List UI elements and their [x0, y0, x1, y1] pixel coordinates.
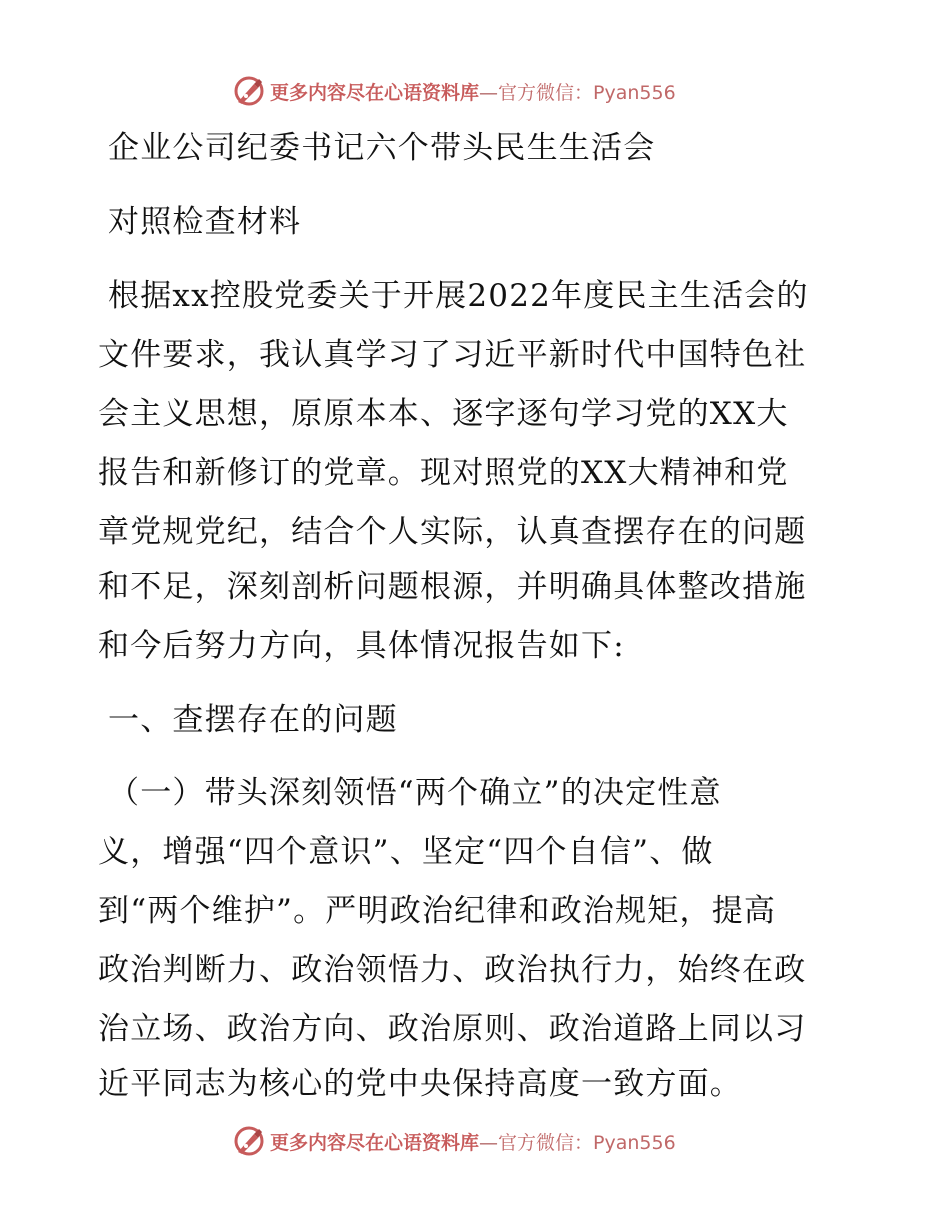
watermark-footer — [232, 1121, 676, 1161]
paragraph-line: 根据xx控股党委关于开展2022年度民主生活会的 — [108, 278, 809, 314]
document-title: 企业公司纪委书记六个带头民生生活会 — [108, 130, 656, 166]
paragraph-line: 义，增强“四个意识”、坚定“四个自信”、做 — [98, 834, 714, 870]
paragraph-line: （一）带头深刻领悟“两个确立”的决定性意 — [108, 775, 722, 811]
paragraph-line: 报告和新修订的党章。现对照党的XX大精神和党 — [98, 455, 789, 491]
paragraph-line: 和不足，深刻剖析问题根源，并明确具体整改措施 — [98, 569, 807, 605]
watermark-text: 更多内容尽在心语资料库—官方微信：Pyan556 — [270, 81, 676, 104]
watermark-header — [232, 71, 676, 111]
pen-nib-logo-icon — [232, 74, 266, 108]
paragraph-line: 章党规党纪，结合个人实际，认真查摆存在的问题 — [98, 514, 807, 550]
paragraph-line: 会主义思想，原原本本、逐字逐句学习党的XX大 — [98, 396, 789, 432]
watermark-text: 更多内容尽在心语资料库—官方微信：Pyan556 — [270, 1131, 676, 1154]
document-subtitle: 对照检查材料 — [108, 204, 302, 240]
section-heading: 一、查摆存在的问题 — [108, 702, 398, 738]
paragraph-line: 治立场、政治方向、政治原则、政治道路上同以习 — [98, 1011, 807, 1047]
paragraph-line: 政治判断力、政治领悟力、政治执行力，始终在政 — [98, 952, 807, 988]
paragraph-line: 到“两个维护”。严明政治纪律和政治规矩，提高 — [98, 893, 777, 929]
paragraph-line: 和今后努力方向，具体情况报告如下: — [98, 628, 625, 664]
paragraph-line: 文件要求，我认真学习了习近平新时代中国特色社 — [98, 337, 807, 373]
pen-nib-logo-icon — [232, 1124, 266, 1158]
paragraph-line: 近平同志为核心的党中央保持高度一致方面。 — [98, 1066, 742, 1102]
